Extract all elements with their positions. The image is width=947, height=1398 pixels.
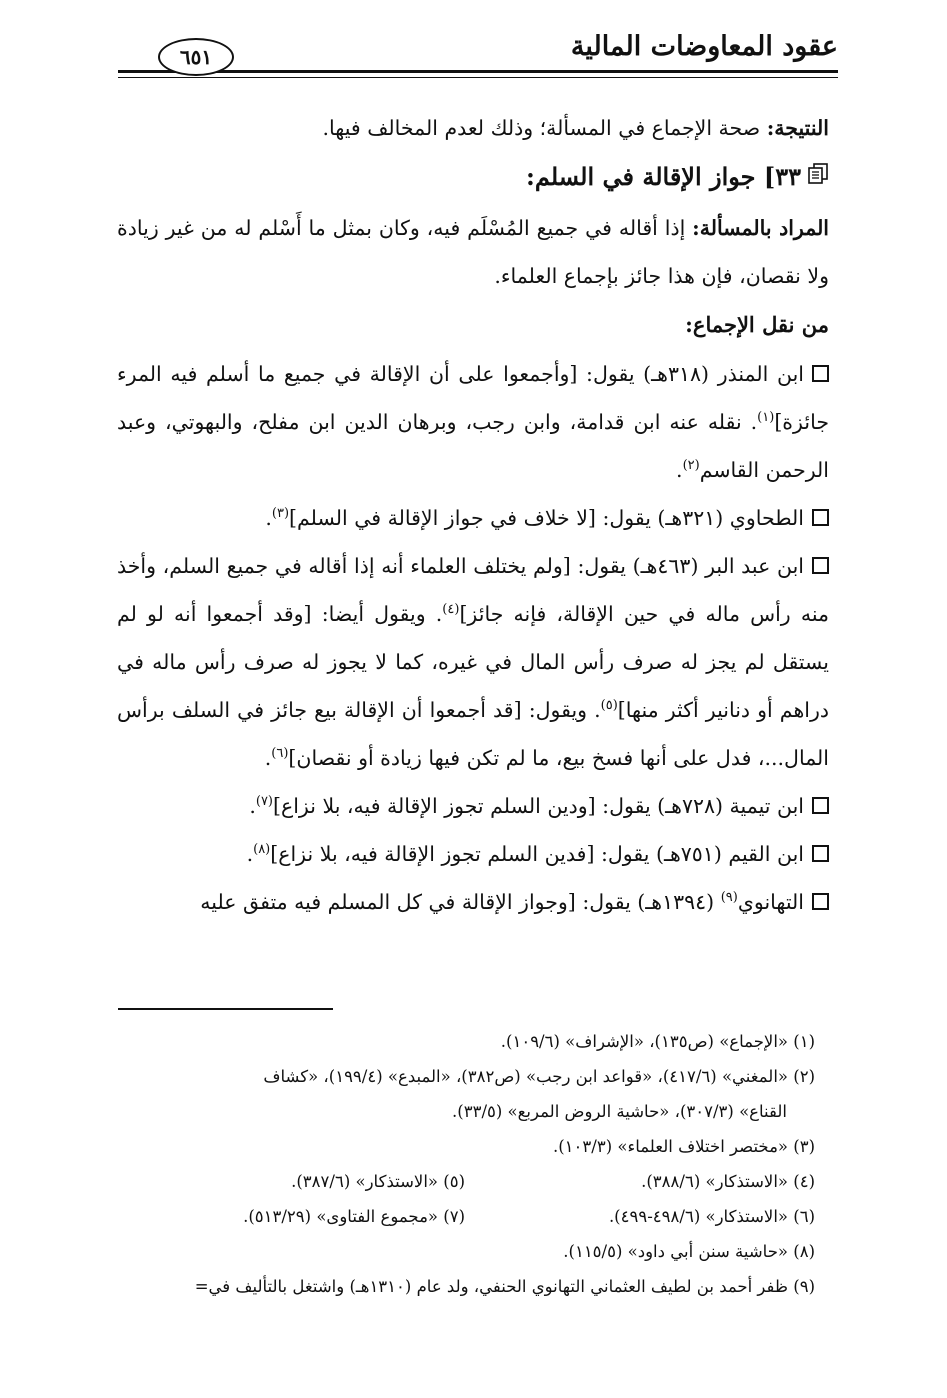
entry-ibn-al-mundhir	[117, 350, 829, 494]
header-rule-thin	[118, 77, 838, 78]
footnote-ref: (٥)	[600, 697, 618, 713]
section-title-text: ٣٣] جواز الإقالة في السلم:	[525, 162, 801, 191]
entry-tahanawi	[117, 878, 829, 926]
footnotes	[115, 1024, 815, 1304]
footnote-row-4-5	[115, 1164, 815, 1199]
entry-text: (١٣٩٤هـ) يقول: [وجواز الإقالة في كل المسلم فيه متفق عليه	[200, 889, 721, 914]
page-header	[118, 30, 838, 80]
entry-text: التهانوي	[737, 889, 804, 914]
entry-text: .	[676, 457, 683, 482]
document-stack-icon	[807, 151, 829, 201]
checkbox-bullet-icon	[812, 509, 829, 526]
entry-ibn-al-qayyim	[117, 830, 829, 878]
result-paragraph	[117, 104, 829, 152]
footnote-5: (٥) «الاستذكار» (٣٨٧/٦).	[291, 1172, 465, 1191]
entry-ibn-abd-al-barr	[117, 542, 829, 782]
footnote-3: (٣) «مختصر اختلاف العلماء» (١٠٣/٣).	[552, 1137, 815, 1156]
entry-tahawi	[117, 494, 829, 542]
entry-text: ابن المنذر (٣١٨هـ) يقول: [وأجمعوا على أن الإقالة في جميع ما أسلم فيه المرء جائزة]	[117, 361, 829, 434]
checkbox-bullet-icon	[812, 797, 829, 814]
entry-ibn-taymiyyah	[117, 782, 829, 830]
entry-text: . ويقول: [قد أجمعوا أن الإقالة بيع جائز في السلف برأس المال...، فدل على أنها فسخ بيع، ما لم تكن فيها زيادة أو نقصان]	[117, 697, 829, 770]
footnote-9: (٩) ظفر أحمد بن لطيف العثماني التهانوي الحنفي، ولد عام (١٣١٠هـ) واشتغل بالتأليف في=	[194, 1277, 815, 1296]
entry-text: .	[265, 505, 272, 530]
meaning-paragraph	[117, 204, 829, 300]
footnote-ref: (٤)	[442, 601, 460, 617]
checkbox-bullet-icon	[812, 557, 829, 574]
checkbox-bullet-icon	[812, 845, 829, 862]
section-title	[117, 152, 829, 204]
footnote-ref: (٩)	[720, 889, 738, 905]
entry-text: .	[246, 841, 254, 866]
footnote-separator	[118, 1008, 333, 1010]
footnote-ref: (٢)	[682, 457, 700, 473]
footnote-ref: (٣)	[271, 505, 290, 521]
footnote-8: (٨) «حاشية سنن أبي داود» (١١٥/٥).	[563, 1242, 815, 1261]
footnote-2: (٢) «المغني» (٤١٧/٦)، «قواعد ابن رجب» (ص٣٨٢)، «المبدع» (١٩٩/٤)، «كشاف	[263, 1067, 815, 1086]
running-title: عقود المعاوضات المالية	[570, 31, 838, 62]
entry-text: ابن القيم (٧٥١هـ) يقول: [فدين السلم تجوز الإقالة فيه، بلا نزاع]	[270, 841, 804, 866]
entry-text: . ويقول أيضا: [وقد أجمعوا أنه لو لم يستقل لم يجز له صرف رأس المال في غيره، كما لا يجوز له صرف رأس ماله في دراهم أو دنانير أكثر منها]	[117, 601, 829, 722]
footnote-ref: (٧)	[255, 793, 273, 809]
entry-text: ابن عبد البر (٤٦٣هـ) يقول: [ولم يختلف العلماء أنه إذا أقاله في جميع السلم، وأخذ منه رأس ماله في حين الإقالة، فإنه جائز]	[117, 553, 829, 626]
result-text: صحة الإجماع في المسألة؛ وذلك لعدم المخالف فيها.	[322, 116, 767, 140]
transmitters-heading: من نقل الإجماع:	[685, 311, 829, 337]
footnote-2-continued: القناع» (٣٠٧/٣)، «حاشية الروض المربع» (٣٣/٥).	[452, 1102, 787, 1121]
entry-text: ابن تيمية (٧٢٨هـ) يقول: [ودين السلم تجوز الإقالة فيه، بلا نزاع]	[273, 793, 804, 818]
entry-text: .	[249, 793, 256, 818]
footnote-1: (١) «الإجماع» (ص١٣٥)، «الإشراف» (١٠٩/٦).	[500, 1032, 815, 1051]
entry-text: . نقله عنه ابن قدامة، وابن رجب، وبرهان الدين ابن مفلح، والبهوتي، وعبد الرحمن القاسم	[117, 409, 829, 482]
entry-text: الطحاوي (٣٢١هـ) يقول: [لا خلاف في جواز الإقالة في السلم]	[289, 505, 804, 530]
entry-text: .	[264, 745, 272, 770]
footnote-row-6-7	[115, 1199, 815, 1234]
main-text	[117, 104, 829, 926]
checkbox-bullet-icon	[812, 893, 829, 910]
footnote-6: (٦) «الاستذكار» (٤٩٨/٦-٤٩٩).	[608, 1207, 815, 1226]
footnote-ref: (٦)	[271, 745, 289, 761]
checkbox-bullet-icon	[812, 365, 829, 382]
header-rule-thick	[118, 70, 838, 73]
footnote-ref: (٨)	[253, 841, 271, 857]
footnote-4: (٤) «الاستذكار» (٣٨٨/٦).	[641, 1172, 815, 1191]
footnote-ref: (١)	[757, 409, 775, 425]
page-number: ٦٥١	[158, 38, 234, 76]
meaning-text: إذا أقاله في جميع المُسْلَم فيه، وكان بمثل ما أَسْلم له من غير زيادة ولا نقصان، فإن هذا جائز بإجماع العلماء.	[117, 215, 829, 288]
meaning-label: المراد بالمسألة:	[692, 215, 830, 240]
footnote-7: (٧) «مجموع الفتاوى» (٥١٣/٢٩).	[243, 1207, 465, 1226]
result-label: النتيجة:	[766, 116, 829, 140]
